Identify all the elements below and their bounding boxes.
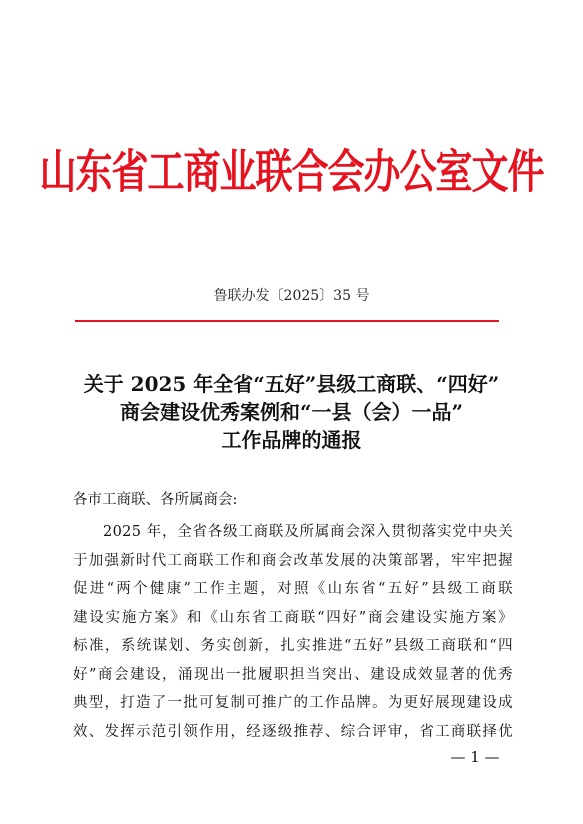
document-number: 鲁联办发〔2025〕35 号	[213, 288, 370, 304]
body-line: 效、发挥示范引领作用，经逐级推荐、综合评审，省工商联择优	[73, 723, 513, 740]
body-line: 典型，打造了一批可复制可推广的工作品牌。为更好展现建设成	[73, 695, 513, 711]
body-paragraph	[73, 518, 513, 746]
body-line: 标准，系统谋划、务实创新，扎实推进“五好”县级工商联和“四	[73, 638, 513, 654]
page-number: — 1 —	[450, 748, 500, 766]
red-divider-line	[75, 320, 499, 322]
salutation: 各市工商联、各所属商会:	[73, 492, 238, 508]
body-line: 2025 年，全省各级工商联及所属商会深入贯彻落实党中央关	[103, 524, 513, 540]
body-line: 促进“两个健康”工作主题，对照《山东省“五好”县级工商联	[73, 581, 513, 597]
notice-title	[40, 370, 543, 454]
masthead-title: 山东省工商业联合会办公室文件	[39, 145, 544, 199]
body-line: 建设实施方案》和《山东省工商联“四好”商会建设实施方案》	[73, 609, 513, 626]
notice-title-line: 工作品牌的通报	[221, 428, 362, 452]
notice-title-line: 关于 2025 年全省“五好”县级工商联、“四好”	[83, 372, 500, 396]
body-line: 好”商会建设，涌现出一批履职担当突出、建设成效显著的优秀	[73, 666, 513, 683]
notice-title-line: 商会建设优秀案例和“一县（会）一品”	[119, 400, 463, 424]
body-line: 于加强新时代工商联工作和商会改革发展的决策部署，牢牢把握	[73, 552, 513, 569]
